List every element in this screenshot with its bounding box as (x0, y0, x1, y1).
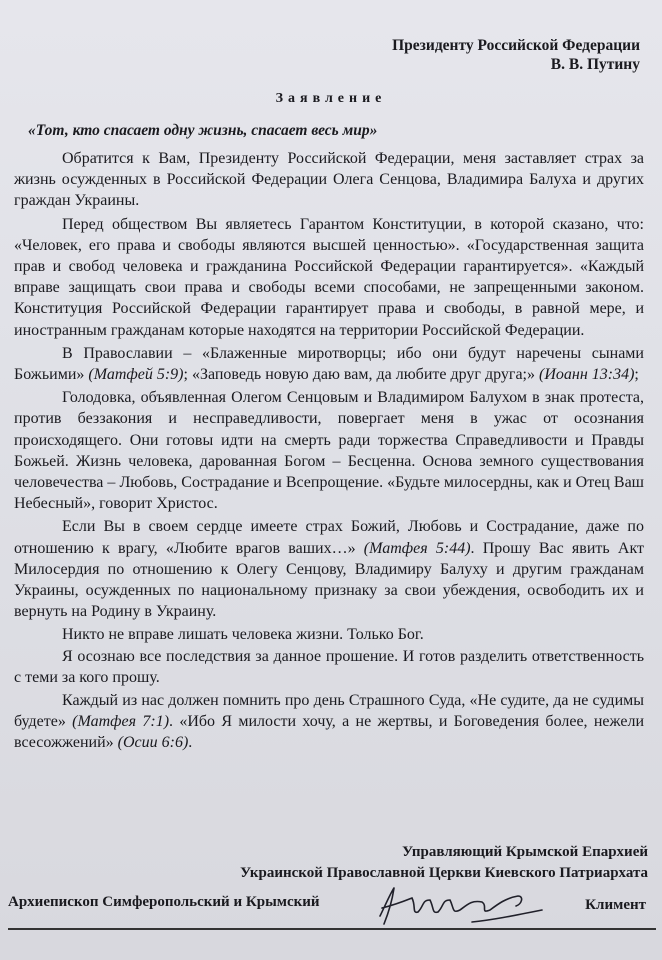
scripture-reference: (Осии 6:6) (117, 734, 189, 752)
addressee-line-2: В. В. Путину (550, 56, 640, 73)
signatory-line-1: Управляющий Крымской Епархией (402, 844, 648, 860)
paragraph-1: Обратится к Вам, Президенту Российской Федерации, меня заставляет страх за жизнь осужденных в Российской Федерации Олега Сенцова, Владимира Балуха и других граждан Украины. (14, 150, 644, 210)
addressee (392, 36, 640, 74)
paragraph-8-text-e: . (188, 734, 193, 752)
paragraph-4: Голодовка, объявленная Олегом Сенцовым и Владимиром Балухом в знак протеста, против беззакония и несправедливости, повергает меня в ужас от осознания происходящего. Они готовы идти на смерть ради торжества Справедливости и Правды Божьей. Жизнь человека, дарованная Богом – Бесценна. Основа земного существования человечества – Любовь, Сострадание и Всепрощение. «Будьте милосердны, как и Отец Ваш Небесный», говорит Христос. (14, 389, 644, 513)
signatory-line-2: Украинской Православной Церкви Киевского Патриархата (240, 865, 648, 881)
letter-body (14, 148, 644, 756)
signatory-name: Климент (585, 897, 646, 913)
paragraph-7: Я осознаю все последствия за данное прошение. И готов разделить ответственность с теми за кого прошу. (14, 647, 644, 686)
handwritten-signature (372, 876, 552, 936)
epigraph: «Тот, кто спасает одну жизнь, спасает весь мир» (28, 122, 378, 139)
document-title: Заявление (275, 91, 387, 106)
paragraph-3 (14, 343, 644, 385)
scripture-reference: (Матфея 5:44) (363, 539, 471, 557)
bottom-rule (8, 928, 656, 930)
paragraph-3-text-c: ; «Заповедь новую даю вам, да любите друг друга;» (183, 366, 535, 384)
paragraph-8-text-a: Каждый из нас должен помнить про день Страшного Суда, «Не судите, да не судимы будете» (14, 692, 644, 731)
paragraph-2: Перед обществом Вы являетесь Гарантом Конституции, в которой сказано, что: «Человек, его права и свободы являются высшей ценностью». «Государственная защита прав и свобод человека и гражданина Российской Федерации гарантируется». «Каждый вправе защищать свои права и свободы всеми способами, не запрещенными законом. Конституция Российской Федерации гарантирует права и свободы, в равной мере, и иностранным гражданам которые находятся на территории Российской Федерации. (14, 215, 644, 339)
paragraph-3-text-a: В Православии – «Блаженные миротворцы; ибо они будут наречены сынами Божьими» (14, 344, 644, 384)
signatory-title: Архиепископ Симферопольский и Крымский (8, 894, 320, 910)
paragraph-8 (14, 690, 644, 754)
paragraph-8-text-c: . «Ибо Я милости хочу, а не жертвы, и Боговедения более, нежели всесожжений» (14, 713, 645, 752)
paragraph-3-text-e: ; (634, 366, 639, 384)
paragraph-6: Никто не вправе лишать человека жизни. Только Бог. (62, 626, 424, 644)
paragraph-5-text-c: . Прошу Вас явить Акт Милосердия по отношению к Олегу Сенцову, Владимиру Балуху и другим гражданам Украины, осужденных по национальному признаку за свои убеждения, освободить их и вернуть на Родину в Украину. (14, 539, 645, 621)
scripture-reference: (Матфея 7:1) (72, 713, 170, 731)
paragraph-5-text-a: Если Вы в своем сердце имеете страх Божий, Любовь и Сострадание, даже по отношению к врагу, «Любите врагов ваших…» (14, 518, 644, 557)
scripture-reference: (Иоанн 13:34) (539, 366, 635, 384)
paragraph-5 (14, 516, 644, 622)
addressee-line-1: Президенту Российской Федерации (392, 37, 640, 54)
scripture-reference: (Матфей 5:9) (88, 366, 184, 384)
